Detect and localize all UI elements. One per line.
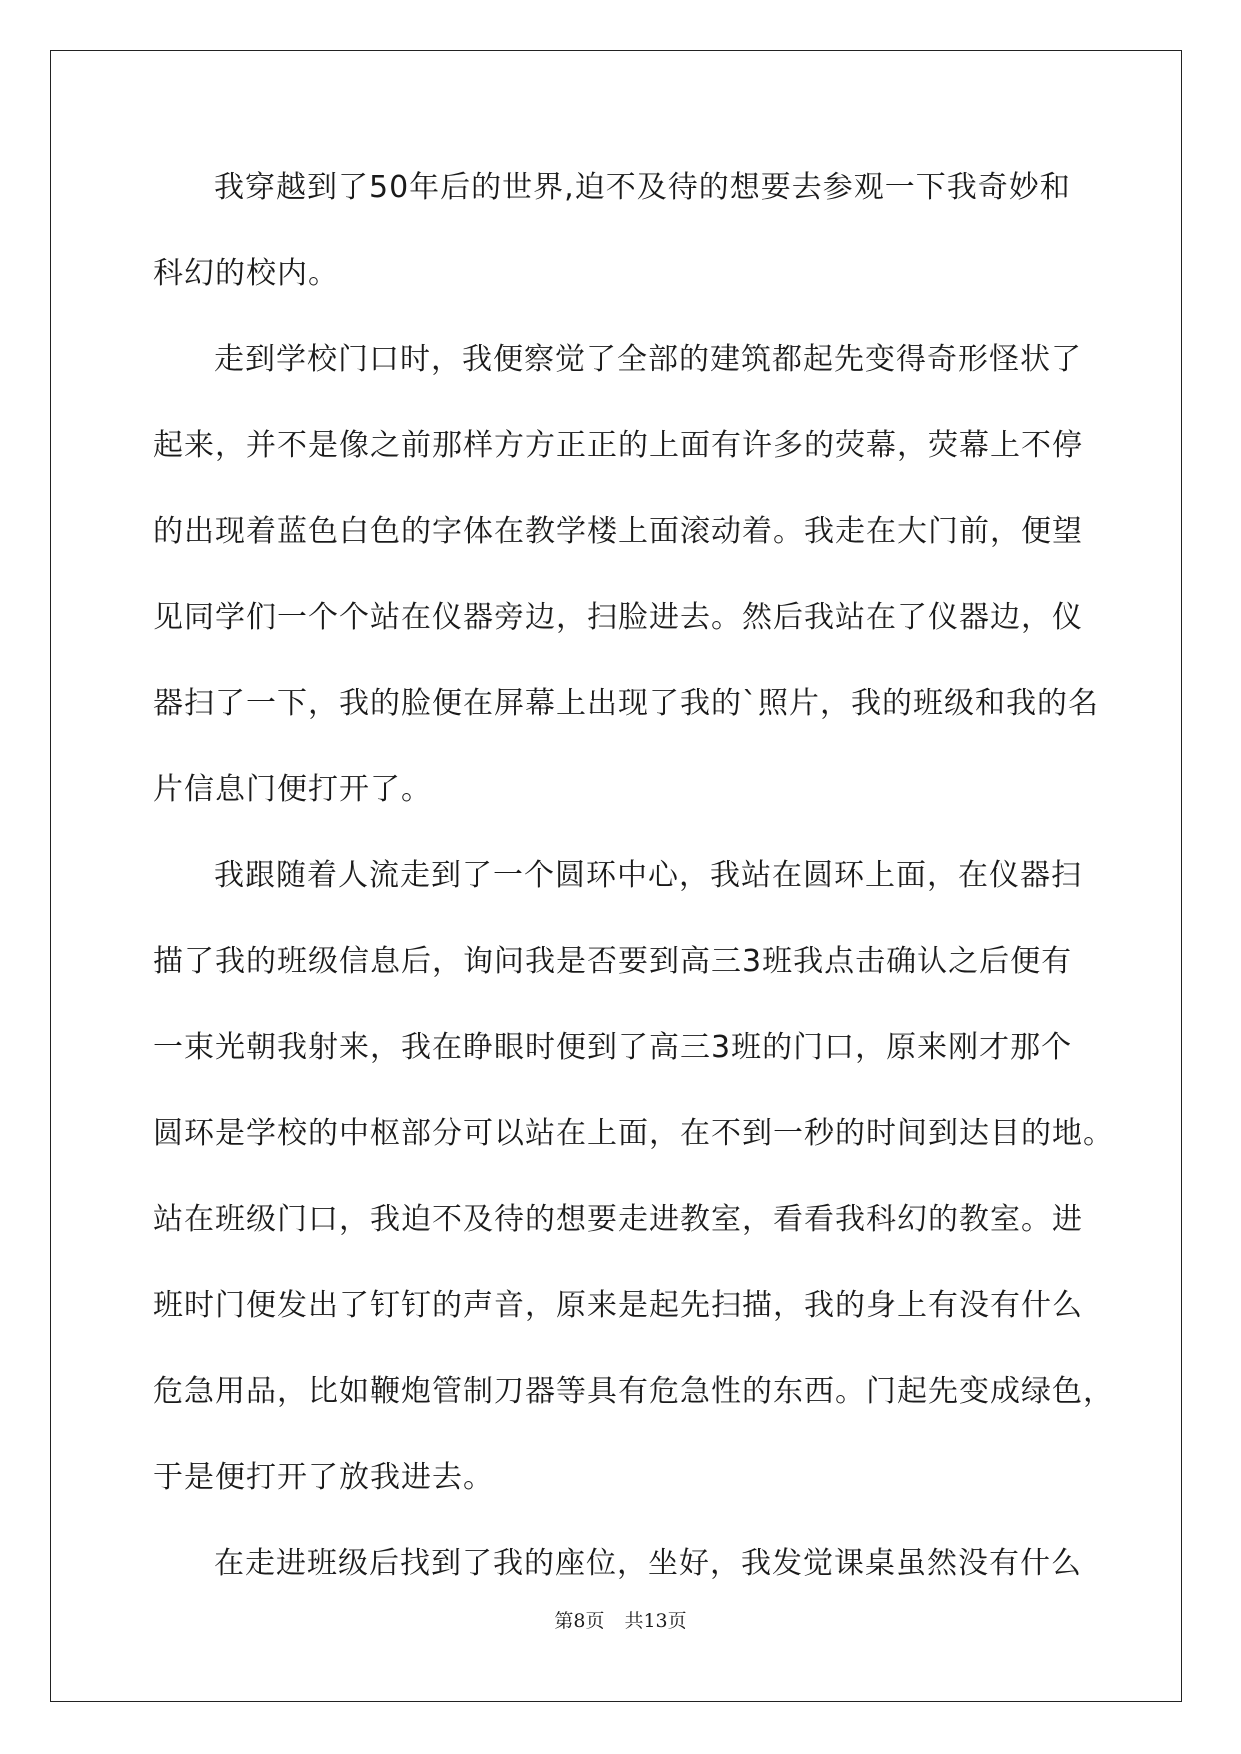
text-line: 我跟随着人流走到了一个圆环中心，我站在圆环上面，在仪器扫	[214, 858, 1082, 893]
text-line: 科幻的校内。	[153, 256, 339, 291]
document-body	[153, 160, 1114, 1622]
text-line: 站在班级门口，我迫不及待的想要走进教室，看看我科幻的教室。进	[153, 1202, 1083, 1237]
text-line: 起来，并不是像之前那样方方正正的上面有许多的荧幕，荧幕上不停	[153, 428, 1083, 463]
text-line: 走到学校门口时，我便察觉了全部的建筑都起先变得奇形怪状了	[214, 342, 1082, 377]
text-line: 见同学们一个个站在仪器旁边，扫脸进去。然后我站在了仪器边，仪	[153, 600, 1083, 635]
text-line: 一束光朝我射来，我在睁眼时便到了高三3班的门口，原来刚才那个	[153, 1030, 1073, 1065]
text-line: 片信息门便打开了。	[153, 772, 432, 807]
text-line: 我穿越到了50年后的世界,迫不及待的想要去参观一下我奇妙和	[214, 170, 1071, 205]
page-number: 第8页	[554, 1610, 605, 1632]
text-line: 圆环是学校的中枢部分可以站在上面，在不到一秒的时间到达目的地。	[153, 1116, 1114, 1151]
page-footer	[0, 1606, 1241, 1633]
text-line: 的出现着蓝色白色的字体在教学楼上面滚动着。我走在大门前，便望	[153, 514, 1083, 549]
text-line: 危急用品，比如鞭炮管制刀器等具有危急性的东西。门起先变成绿色，	[153, 1374, 1114, 1409]
page-total: 共13页	[624, 1610, 687, 1632]
text-line: 于是便打开了放我进去。	[153, 1460, 494, 1495]
text-line: 在走进班级后找到了我的座位，坐好，我发觉课桌虽然没有什么	[214, 1546, 1082, 1581]
text-line: 班时门便发出了钉钉的声音，原来是起先扫描，我的身上有没有什么	[153, 1288, 1083, 1323]
text-line: 器扫了一下，我的脸便在屏幕上出现了我的`照片，我的班级和我的名	[153, 686, 1099, 721]
text-line: 描了我的班级信息后，询问我是否要到高三3班我点击确认之后便有	[153, 944, 1073, 979]
